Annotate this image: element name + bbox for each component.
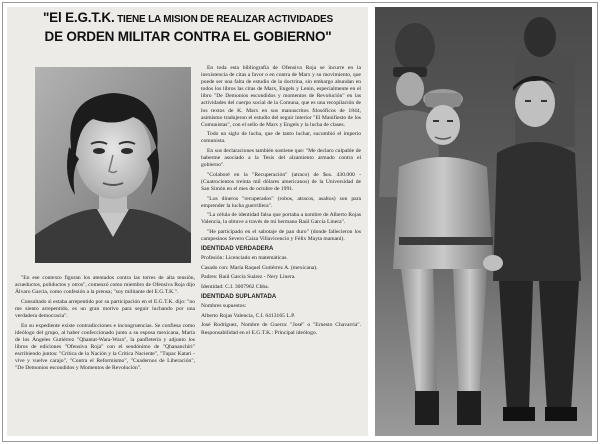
article-paragraph: "En ese contexto figuran los atentados contra las torres de alta tensión, acueductos, poliductos y otros", comenzó como miembro de Ofensiva Roja dijo Álvaro García, como confesión a la prensa; "soy militante del E.G.T.K.". bbox=[15, 275, 195, 296]
supplanted-line: Alberto Rojas Valencia, C.I. 6413165 L.P. bbox=[201, 312, 296, 319]
arrest-photo bbox=[375, 7, 592, 436]
article-left-column bbox=[15, 275, 195, 433]
article-paragraph: En sus declaraciones también sostiene que: "Me declaro culpable de haberme asociado a la Tesis del alzamiento armado contra el gobierno". bbox=[201, 148, 361, 169]
headline-line1: TIENE LA MISION DE REALIZAR ACTIVIDADES bbox=[114, 14, 333, 25]
supplanted-line: José Rodríguez, Nombre de Guerra: "José" o "Ernesto Chavarría". Responsabilidad en el E.G.T.K.: Principal ideólogo. bbox=[201, 322, 361, 336]
article-paragraph: Consultado si estaba arrepentido por su participación en el E.G.T.K. dijo: "no me siento arrepentido, es un gran motivo para seguir luchando por una verdadera democracia". bbox=[15, 298, 195, 319]
article-paragraph: Todo un siglo de lucha, que de tanto luchar, sucumbió el imperio comunista. bbox=[201, 131, 361, 145]
section-title-identity: IDENTIDAD VERDADERA bbox=[201, 246, 274, 253]
identity-line: Casado con: María Raquel Gutiérrez A. (mexicana). bbox=[201, 264, 318, 271]
article-right-column bbox=[201, 65, 361, 433]
article-paragraph: "La célula de identidad falsa que portaba a nombre de Alberto Rojas Valencia, la obtuve a través de mi hermano Raúl García Linera". bbox=[201, 212, 361, 226]
newspaper-clipping bbox=[7, 7, 368, 436]
identity-line: Profesión: Licenciado en matemáticas. bbox=[201, 255, 288, 262]
identity-line: Padres: Raúl García Suárez - Nery Linera. bbox=[201, 274, 296, 281]
article-paragraph: "Colaboré en la "Recuperación" (atraco) de $us. 430.000 - (Cuatrocientos treinta mil dólares americanos) de la Universidad de San Simón en el mes de octubre de 1991. bbox=[201, 171, 361, 192]
portrait-photo bbox=[35, 67, 191, 263]
article-paragraph: "He participado en el sabotaje de pan duro" (donde fallecieron los campesinos Severo Caiza Villavicencio y Félix Mayta mamani). bbox=[201, 228, 361, 243]
supplanted-line: Nombres supuestos: bbox=[201, 303, 247, 310]
article-paragraph: En su expediente existe contradicciones e incongruencias. Se confiesa como ideólogo del grupo, al haber confeccionado junto a su esposa mexicana, María de los Ángeles Gutiérrez "Qhantat-Wara-Wara", la panfletería y adjunto los libros de ediciones "Ofensiva Roja" con el seudónimo de "Qhananchiri" escribiendo juntos: "Crítica de la Nación y la Crítica Naciente", "Tupac Katari - vive y vuelve carajo", "Contra el Reformismo", "Cuadernos de Liberación", "De Demonios escondidos y Momentos de Revolución". bbox=[15, 322, 195, 372]
article-paragraph: "Los dineros "recuperados" (robos, atracos, asaltos) son para emprender la lucha guerrillera". bbox=[201, 195, 361, 209]
section-title-supplanted: IDENTIDAD SUPLANTADA bbox=[201, 294, 277, 301]
article-paragraph: En toda esta bibliografía de Ofensiva Roja se incurre en la inexistencia de citas a favor o en contra de Marx y su movimiento, que puede ser una falta de estudio de la doctrina, sin embargo abundan en todos los libros las citas de Marx, Engels y Lenin, especialmente en el libro "De Demonios escondidos y momentos de Revolución" en las actividades del cuerpo social de la Comuna, que es una recopilación de los textos de K. Marx en sus manuscritos filosóficos de 1844, asimismo tradujeron el estudio del seguir interior "El Manifiesto de los Comunistas", con el sello de Marx y Engels y la lucha de clases. bbox=[201, 65, 361, 128]
headline-open: "El E.G.T.K. bbox=[42, 10, 115, 25]
headline bbox=[13, 9, 363, 45]
headline-line2: DE ORDEN MILITAR CONTRA EL GOBIERNO" bbox=[44, 29, 332, 44]
identity-line: Identidad: C.I. 3007962 Cbba. bbox=[201, 284, 270, 291]
